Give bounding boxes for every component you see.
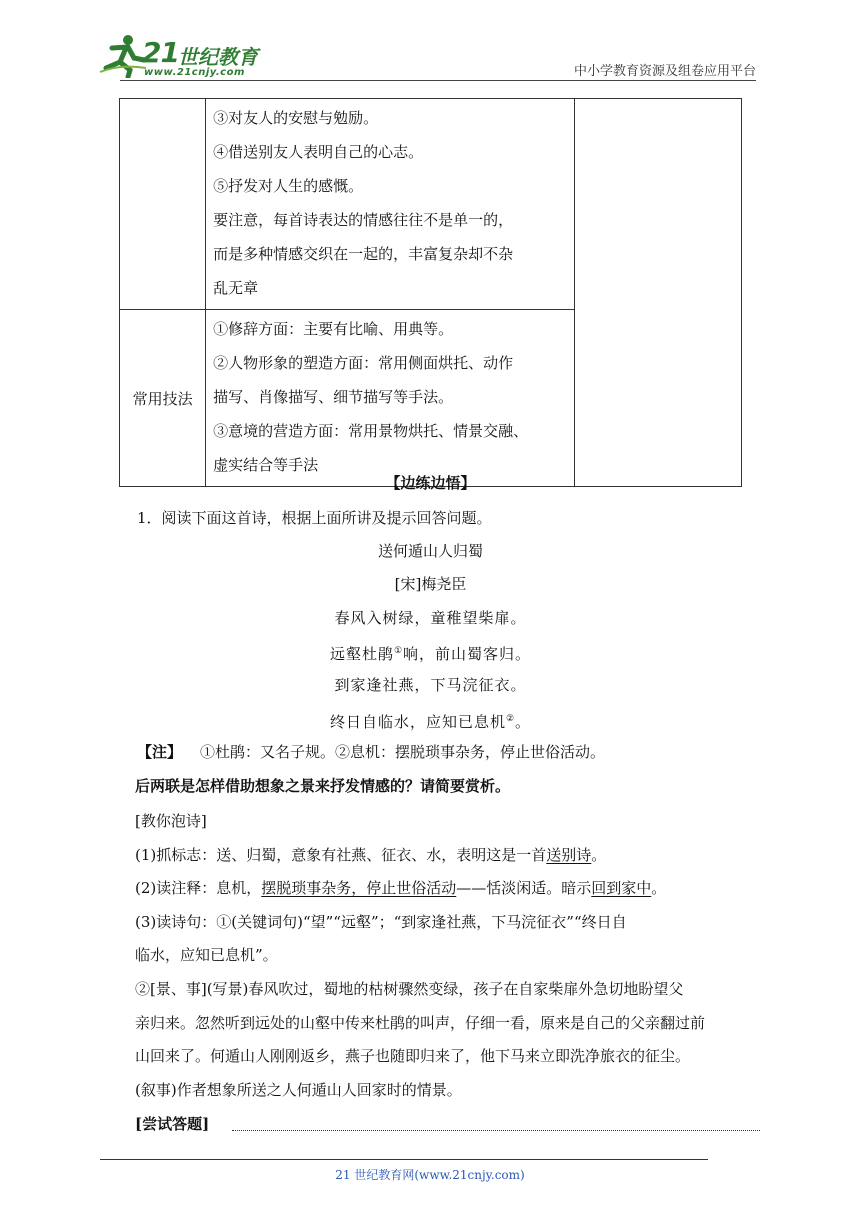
- logo-name: 世纪教育: [178, 45, 258, 69]
- logo-number: 21: [142, 36, 179, 69]
- note-label: 【注】: [137, 743, 183, 761]
- note-text: ①杜鹃：又名子规。②息机：摆脱琐事杂务，停止世俗活动。: [200, 743, 606, 761]
- guide-step-5: (叙事)作者想象所送之人何遁山人回家时的情景。: [135, 1081, 462, 1099]
- list-item: ③意境的营造方面：常用景物烘托、情景交融、: [213, 422, 529, 440]
- list-item: ④借送别友人表明自己的心志。: [213, 143, 424, 161]
- table-row: [120, 99, 742, 310]
- list-item: ③对友人的安慰与勉励。: [213, 109, 379, 127]
- poem-line-3: 到家逢社燕，下马浣征衣。: [334, 676, 527, 694]
- row-label-techniques: 常用技法: [120, 310, 206, 487]
- technique-table: [119, 98, 742, 487]
- table-cell-empty: [120, 99, 206, 310]
- footnote-marker: ①: [393, 646, 404, 656]
- header-divider: [120, 80, 756, 81]
- answer-title: [尝试答题]: [135, 1115, 210, 1133]
- footnote-marker: ②: [505, 714, 516, 724]
- list-item: 描写、肖像描写、细节描写等手法。: [213, 388, 454, 406]
- poem-author: [宋]梅尧臣: [394, 575, 467, 593]
- list-item: 要注意，每首诗表达的情感往往不是单一的，: [213, 211, 514, 229]
- footer-divider: [100, 1159, 708, 1160]
- guide-step-4-cont: 山回来了。何遁山人刚刚返乡，燕子也随即归来了，他下马来立即洗净旅衣的征尘。: [135, 1047, 691, 1065]
- guide-step-4-cont: 亲归来。忽然听到远处的山壑中传来杜鹃的叫声，仔细一看，原来是自己的父亲翻过前: [135, 1014, 706, 1032]
- poem-line-4: 终日自临水，应知已息机②。: [329, 713, 532, 731]
- poem-line-2: 远壑杜鹃①响，前山蜀客归。: [329, 645, 532, 663]
- poem-line-1: 春风入树绿，童稚望柴扉。: [334, 609, 527, 627]
- guide-step-2: (2)读注释：息机，摆脱琐事杂务，停止世俗活动——恬淡闲适。暗示回到家中。: [135, 879, 667, 897]
- table-cell-techniques: [206, 310, 575, 487]
- poem-note: [137, 742, 605, 762]
- guide-step-3: (3)读诗句：①(关键词句)“望”“远壑”；“到家逢社燕，下马浣征衣”“终日自: [135, 913, 627, 931]
- list-item: 而是多种情感交织在一起的，丰富复杂却不杂: [213, 245, 514, 263]
- poem-title: 送何遁山人归蜀: [377, 542, 483, 560]
- guide-title: [教你泡诗]: [135, 812, 207, 830]
- table-cell-empty: [575, 99, 742, 487]
- guide-step-4: ②[景、事](写景)春风吹过，蜀地的枯树骤然变绿，孩子在自家柴扉外急切地盼望父: [135, 980, 684, 998]
- page-header: [0, 0, 860, 80]
- list-item: ②人物形象的塑造方面：常用侧面烘托、动作: [213, 354, 514, 372]
- platform-name: 中小学教育资源及组卷应用平台: [573, 64, 756, 79]
- question-intro: 1．阅读下面这首诗，根据上面所讲及提示回答问题。: [137, 509, 492, 527]
- list-item: 虚实结合等手法: [213, 456, 319, 474]
- footer-text: 21 世纪教育网(www.21cnjy.com): [335, 1168, 525, 1182]
- table-cell-emotions: [206, 99, 575, 310]
- list-item: 乱无章: [213, 279, 259, 297]
- logo: [98, 34, 258, 78]
- guide-step-3-cont: 临水，应知已息机”。: [135, 946, 278, 964]
- guide-step-1: (1)抓标志：送、归蜀，意象有社燕、征衣、水，表明这是一首送别诗。: [135, 846, 607, 864]
- list-item: ⑤抒发对人生的感慨。: [213, 177, 364, 195]
- logo-url: www.21cnjy.com: [144, 67, 245, 78]
- question-text: 后两联是怎样借助想象之景来抒发情感的？请简要赏析。: [135, 777, 511, 795]
- list-item: ①修辞方面：主要有比喻、用典等。: [213, 320, 454, 338]
- section-title: 【边练边悟】: [385, 474, 476, 492]
- answer-line[interactable]: [232, 1130, 760, 1131]
- runner-logo-icon: [98, 34, 148, 78]
